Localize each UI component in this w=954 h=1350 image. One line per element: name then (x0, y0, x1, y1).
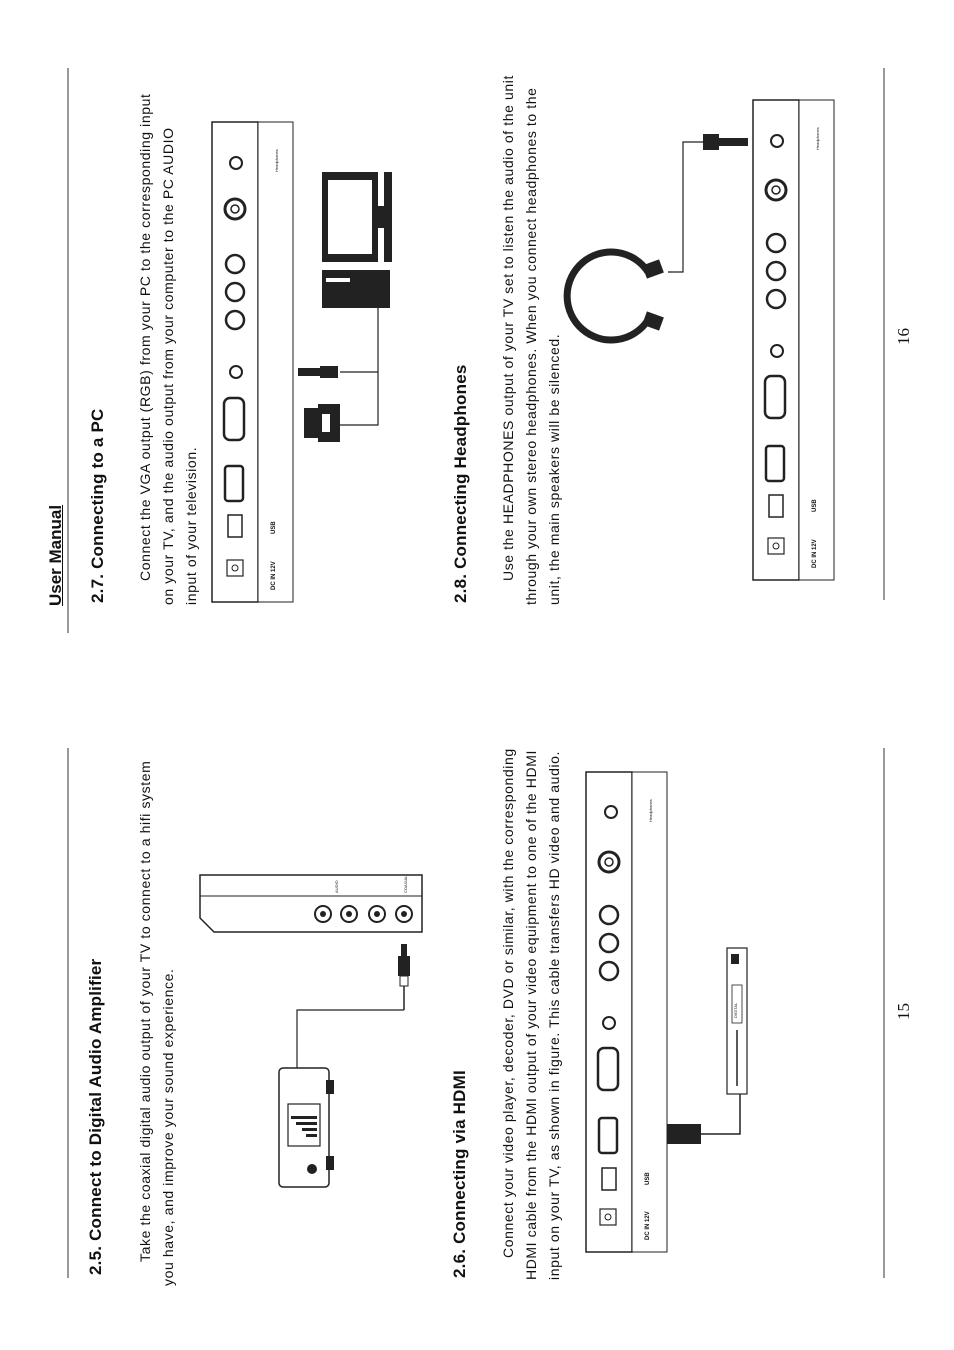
label-usb: USB (645, 1172, 651, 1185)
text-line: input of your television. (183, 446, 199, 605)
label-headphones-hp: Headphones (815, 127, 820, 150)
text-line: through your own stereo headphones. When you connect headphones to the (523, 87, 539, 605)
label-dc-in-hp: DC IN 12V (812, 539, 818, 568)
label-headphones-pc: Headphones (274, 149, 279, 172)
heading-digital-audio: 2.5. Connect to Digital Audio Amplifier (86, 958, 105, 1275)
label-headphones: Headphones (648, 799, 653, 822)
text-line: unit, the main speakers will be silenced. (546, 333, 562, 605)
text-line: on your TV, and the audio output from your computer to the PC AUDIO (160, 127, 176, 605)
page-number-16: 16 (894, 328, 913, 345)
text-line: Connect the VGA output (RGB) from your PC to the corresponding input (137, 93, 153, 581)
label-coaxial: COAXIAL (403, 875, 408, 893)
page-number-15: 15 (894, 1003, 913, 1020)
text-line: HDMI cable from the HDMI output of your video equipment to one of the HDMI (523, 750, 539, 1280)
manual-title: User Manual (46, 504, 65, 606)
text-line: Take the coaxial digital audio output of your TV to connect to a hifi system (137, 760, 153, 1262)
label-usb-pc: USB (271, 521, 277, 534)
text-line: Connect your video player, decoder, DVD or similar, with the corresponding (500, 748, 516, 1258)
heading-hdmi: 2.6. Connecting via HDMI (450, 1070, 469, 1278)
text-line: input on your TV, as shown in figure. This cable transfers HD video and audio. (546, 750, 562, 1280)
label-dc-in: DC IN 12V (645, 1211, 651, 1240)
label-usb-hp: USB (812, 499, 818, 512)
heading-pc: 2.7. Connecting to a PC (88, 408, 107, 603)
label-audio: AUDIO (334, 880, 339, 893)
text-line: Use the HEADPHONES output of your TV set to listen the audio of the unit (500, 75, 516, 581)
text-line: you have, and improve your sound experience. (160, 968, 176, 1286)
heading-headphones: 2.8. Connecting Headphones (451, 364, 470, 603)
label-dc-in-pc: DC IN 12V (271, 561, 277, 590)
label-dvd-port: DIGITAL (733, 1002, 738, 1018)
